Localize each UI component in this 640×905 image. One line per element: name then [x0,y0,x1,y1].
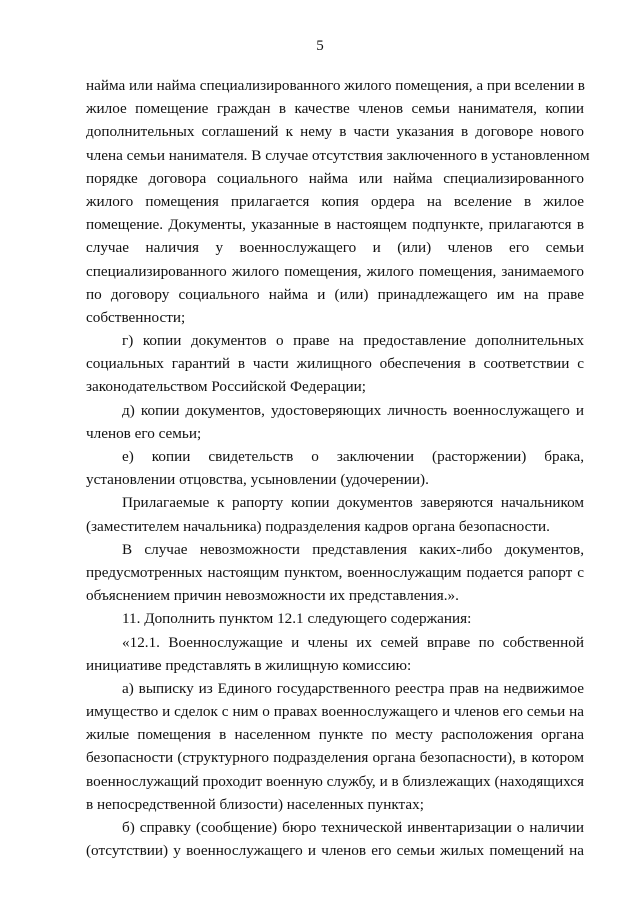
text-line: г) копии документов о праве на предоставление дополнительных [122,332,584,350]
text-line: жилого помещения прилагается копия ордера на вселение в жилое [86,192,584,210]
paragraph [86,491,584,537]
paragraph [86,607,584,630]
paragraph [86,538,584,608]
text-line: В случае невозможности представления каких-либо документов, [122,540,584,558]
paragraph [86,329,584,399]
paragraph [86,74,590,329]
text-line: собственности; [86,308,186,326]
text-line: военнослужащий проходит военную службу, и в близлежащих (находящихся [86,772,584,790]
text-line: имущество и сделок с ним о правах военнослужащего и членов его семьи на [86,703,584,721]
text-line: (отсутствии) у военнослужащего и членов его семьи жилых помещений на [86,842,584,860]
page-number: 5 [316,38,324,54]
text-line: в непосредственной близости) населенных пунктах; [86,795,424,813]
paragraph [86,631,584,677]
paragraph [86,816,584,862]
text-line: найма или найма специализированного жилого помещения, а при вселении в [86,77,585,94]
text-line: (заместителем начальника) подразделения кадров органа безопасности. [86,517,550,535]
text-line: специализированного жилого помещения, жилого помещения, занимаемого [86,262,584,280]
text-line: безопасности (структурного подразделения органа безопасности), в котором [86,749,584,767]
text-line: предусмотренных настоящим пунктом, военнослужащим подается рапорт с [86,563,584,581]
text-line: по договору социального найма и (или) принадлежащего им на праве [86,285,584,303]
text-line: д) копии документов, удостоверяющих личность военнослужащего и [122,401,584,419]
text-line: 11. Дополнить пунктом 12.1 следующего содержания: [122,610,472,628]
text-line: б) справку (сообщение) бюро технической инвентаризации о наличии [122,819,584,836]
text-line: жилое помещение граждан в качестве членов семьи нанимателя, копии [86,100,584,118]
text-line: социальных гарантий в части жилищного обеспечения в соответствии с [86,355,584,373]
text-line: законодательством Российской Федерации; [86,378,366,396]
text-line: объяснением причин невозможности их представления.». [86,587,459,605]
paragraph [86,677,584,816]
document-body [86,74,590,862]
text-line: помещение. Документы, указанные в настоящем подпункте, прилагаются в [86,216,584,234]
paragraph [86,445,584,491]
text-line: Прилагаемые к рапорту копии документов заверяются начальником [122,494,584,512]
text-line: дополнительных соглашений к нему в части указания в договоре нового [86,123,584,141]
text-line: порядке договора социального найма или найма специализированного [86,169,584,187]
text-line: членов его семьи; [86,424,202,442]
text-line: жилые помещения в населенном пункте по месту расположения органа [86,726,584,744]
text-line: члена семьи нанимателя. В случае отсутствия заключенного в установленном [86,146,590,164]
text-line: е) копии свидетельств о заключении (расторжении) брака, [122,448,584,465]
text-line: а) выписку из Единого государственного реестра прав на недвижимое [122,679,584,697]
text-line: инициативе представлять в жилищную комиссию: [86,656,412,674]
text-line: случае наличия у военнослужащего и (или) членов его семьи [86,239,584,257]
text-line: «12.1. Военнослужащие и члены их семей вправе по собственной [122,633,584,651]
text-line: установлении отцовства, усыновлении (удочерении). [86,471,429,489]
paragraph [86,399,584,445]
